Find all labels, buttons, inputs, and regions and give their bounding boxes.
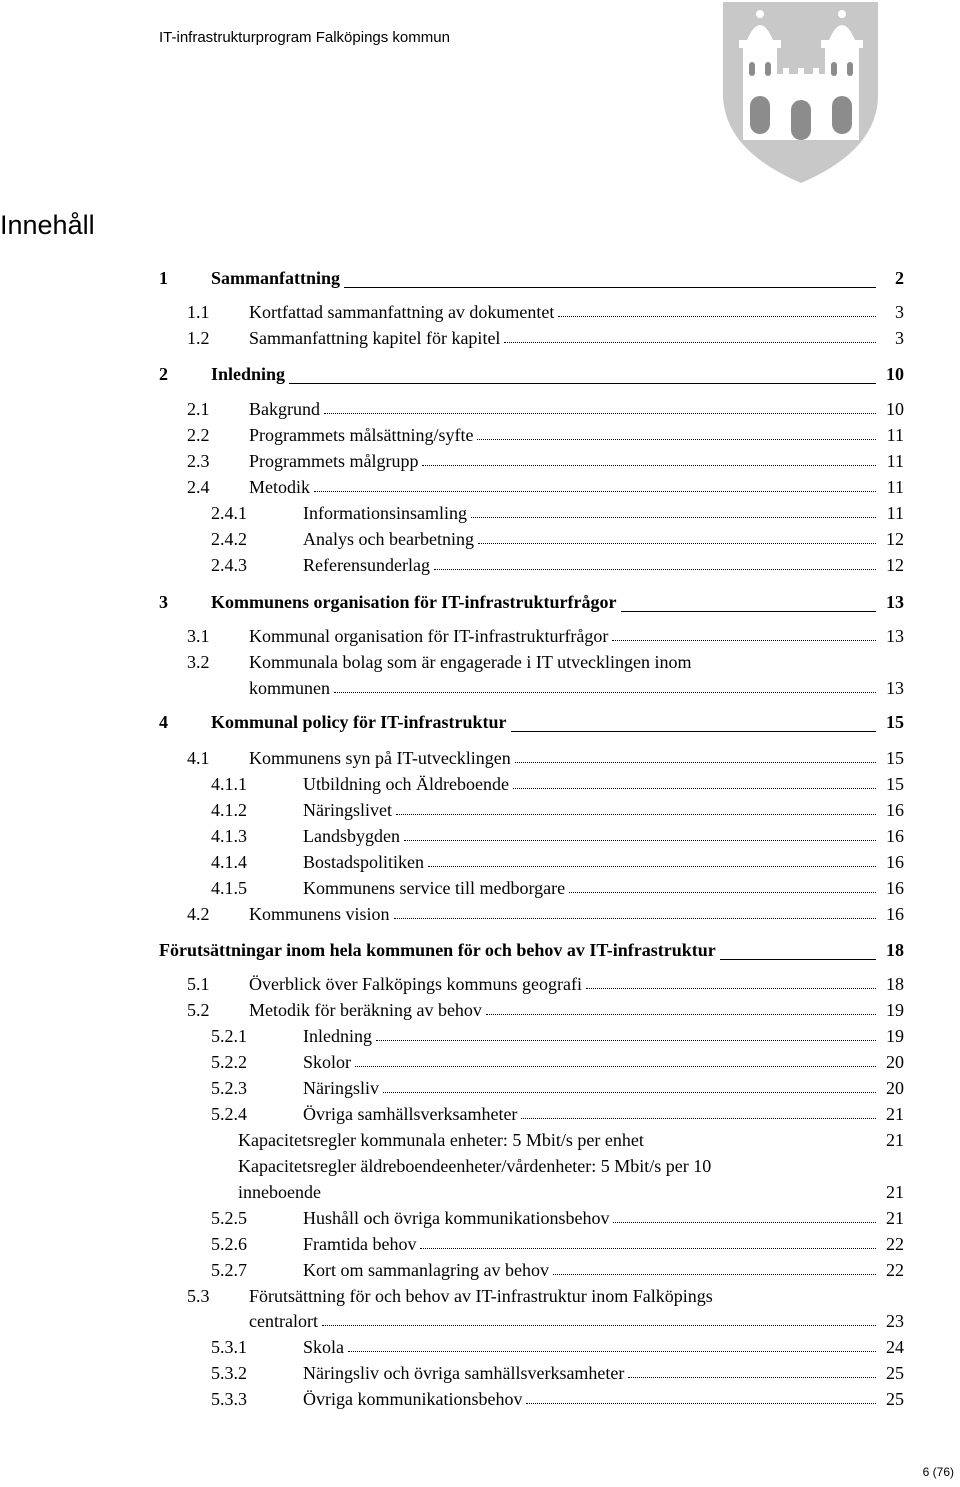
toc-entry-page: 13 <box>886 592 904 612</box>
toc-entry-number: 5.2.6 <box>211 1234 247 1254</box>
toc-entry-number: 4.1.4 <box>211 852 247 872</box>
toc-entry-number: 1.1 <box>187 302 210 322</box>
toc-entry-title: Kortfattad sammanfattning av dokumentet <box>249 302 555 322</box>
toc-rule <box>720 959 876 960</box>
toc-entry[interactable] <box>0 746 960 770</box>
toc-entry[interactable] <box>0 1154 960 1178</box>
toc-leader-dots <box>515 762 876 763</box>
toc-entry[interactable] <box>0 1309 960 1333</box>
toc-entry[interactable] <box>0 1361 960 1385</box>
toc-entry[interactable] <box>0 362 960 386</box>
toc-entry-page: 3 <box>895 302 904 322</box>
toc-entry-page: 18 <box>886 974 904 994</box>
toc-entry[interactable] <box>0 1284 960 1308</box>
toc-entry-page: 15 <box>886 774 904 794</box>
toc-entry-page: 13 <box>886 626 904 646</box>
toc-entry[interactable] <box>0 972 960 996</box>
toc-leader-dots <box>376 1040 876 1041</box>
toc-entry[interactable] <box>0 624 960 648</box>
toc-entry-number: 4.1.1 <box>211 774 247 794</box>
toc-entry-title: Förutsättning för och behov av IT-infrastruktur inom Falköpings <box>249 1286 713 1306</box>
toc-rule <box>289 383 876 384</box>
toc-entry-page: 24 <box>886 1337 904 1357</box>
toc-entry-page: 21 <box>886 1104 904 1124</box>
toc-entry[interactable] <box>0 300 960 324</box>
toc-entry-page: 15 <box>886 712 904 732</box>
toc-entry-title: Kommunal organisation för IT-infrastrukturfrågor <box>249 626 609 646</box>
toc-entry[interactable] <box>0 850 960 874</box>
toc-leader-dots <box>314 491 876 492</box>
toc-entry-title: Landsbygden <box>303 826 400 846</box>
toc-entry-page: 16 <box>886 904 904 924</box>
toc-entry-number: 2.4 <box>187 477 210 497</box>
toc-leader-dots <box>553 1274 876 1275</box>
toc-entry-number: 5.2.3 <box>211 1078 247 1098</box>
toc-entry-number: 2.4.1 <box>211 503 247 523</box>
toc-entry-number: 5.2.5 <box>211 1208 247 1228</box>
toc-entry[interactable] <box>0 475 960 499</box>
toc-entry-page: 18 <box>886 940 904 960</box>
toc-entry-title: Näringslivet <box>303 800 392 820</box>
toc-leader-dots <box>513 788 876 789</box>
toc-entry-number: 2.1 <box>187 399 210 419</box>
toc-leader-dots <box>558 316 876 317</box>
toc-entry-title: Övriga kommunikationsbehov <box>303 1389 523 1409</box>
toc-entry-page: 16 <box>886 878 904 898</box>
toc-entry[interactable] <box>0 876 960 900</box>
toc-entry[interactable] <box>0 998 960 1022</box>
toc-entry-number: 5.2.4 <box>211 1104 247 1124</box>
toc-leader-dots <box>586 988 876 989</box>
toc-entry-title: Skola <box>303 1337 345 1357</box>
toc-leader-dots <box>396 814 876 815</box>
toc-entry-page: 19 <box>886 1026 904 1046</box>
toc-entry-number: 5.2.7 <box>211 1260 247 1280</box>
toc-entry[interactable] <box>0 1232 960 1256</box>
toc-entry-title: centralort <box>249 1311 318 1331</box>
toc-leader-dots <box>334 692 876 693</box>
toc-entry[interactable] <box>0 650 960 674</box>
toc-leader-dots <box>322 1325 876 1326</box>
toc-entry-number: 4.1 <box>187 748 210 768</box>
toc-entry-page: 21 <box>886 1208 904 1228</box>
toc-entry-page: 2 <box>895 268 904 288</box>
toc-entry-title: inneboende <box>238 1182 321 1202</box>
toc-entry-page: 16 <box>886 800 904 820</box>
toc-entry-page: 20 <box>886 1078 904 1098</box>
toc-entry-title: Överblick över Falköpings kommuns geografi <box>249 974 582 994</box>
toc-entry-page: 15 <box>886 748 904 768</box>
toc-entry-title: Analys och bearbetning <box>303 529 474 549</box>
toc-entry-title: Kapacitetsregler kommunala enheter: 5 Mbit/s per enhet <box>238 1130 644 1150</box>
toc-leader-dots <box>477 439 876 440</box>
toc-leader-dots <box>612 640 876 641</box>
toc-entry-number: 3.2 <box>187 652 210 672</box>
toc-entry-page: 3 <box>895 328 904 348</box>
toc-leader-dots <box>428 866 876 867</box>
toc-leader-dots <box>348 1351 876 1352</box>
toc-entry-number: 5.2.2 <box>211 1052 247 1072</box>
toc-entry-page: 10 <box>886 399 904 419</box>
toc-entry-title: Övriga samhällsverksamheter <box>303 1104 518 1124</box>
toc-entry[interactable] <box>0 501 960 525</box>
toc-entry-title: kommunen <box>249 678 330 698</box>
toc-entry-page: 16 <box>886 826 904 846</box>
toc-entry-number: 2.3 <box>187 451 210 471</box>
toc-entry-page: 23 <box>886 1311 904 1331</box>
toc-entry[interactable] <box>0 326 960 350</box>
toc-leader-dots <box>383 1092 876 1093</box>
toc-entry-page: 19 <box>886 1000 904 1020</box>
toc-entry-number: 4.2 <box>187 904 210 924</box>
toc-entry-page: 10 <box>886 364 904 384</box>
toc-entry-number: 5.3.3 <box>211 1389 247 1409</box>
toc-entry-number: 4.1.3 <box>211 826 247 846</box>
toc-entry[interactable] <box>0 527 960 551</box>
toc-entry-page: 16 <box>886 852 904 872</box>
toc-entry-number: 2 <box>159 364 168 384</box>
toc-entry-title: Informationsinsamling <box>303 503 467 523</box>
toc-rule <box>511 731 876 732</box>
toc-entry-page: 12 <box>886 529 904 549</box>
toc-entry-page: 21 <box>886 1130 904 1150</box>
toc-entry-page: 25 <box>886 1389 904 1409</box>
toc-entry-title: Referensunderlag <box>303 555 430 575</box>
toc-entry[interactable] <box>0 1258 960 1282</box>
toc-entry-number: 3 <box>159 592 168 612</box>
toc-entry[interactable] <box>0 590 960 614</box>
toc-entry-number: 3.1 <box>187 626 210 646</box>
toc-leader-dots <box>434 569 876 570</box>
toc-entry-title: Kommunens organisation för IT-infrastrukturfrågor <box>211 592 617 612</box>
toc-entry-title: Kommunal policy för IT-infrastruktur <box>211 712 507 732</box>
toc-leader-dots <box>355 1066 876 1067</box>
toc-entry-title: Framtida behov <box>303 1234 417 1254</box>
toc-entry-number: 1 <box>159 268 168 288</box>
toc-leader-dots <box>486 1014 876 1015</box>
toc-entry-title: Sammanfattning <box>211 268 341 288</box>
toc-entry[interactable] <box>0 553 960 577</box>
running-header: IT-infrastrukturprogram Falköpings kommun <box>159 29 450 46</box>
toc-entry-page: 11 <box>886 477 904 497</box>
toc-entry[interactable] <box>0 423 960 447</box>
toc-entry[interactable] <box>0 449 960 473</box>
toc-entry[interactable] <box>0 902 960 926</box>
toc-entry-title: Kommunens syn på IT-utvecklingen <box>249 748 511 768</box>
toc-entry-number: 4.1.5 <box>211 878 247 898</box>
toc-leader-dots <box>478 543 876 544</box>
toc-entry-page: 11 <box>886 425 904 445</box>
toc-entry-number: 4 <box>159 712 168 732</box>
toc-entry[interactable] <box>0 1102 960 1126</box>
toc-entry-number: 5.3 <box>187 1286 210 1306</box>
toc-entry-title: Hushåll och övriga kommunikationsbehov <box>303 1208 610 1228</box>
toc-entry[interactable] <box>0 798 960 822</box>
toc-entry-title: Kort om sammanlagring av behov <box>303 1260 549 1280</box>
toc-entry-page: 11 <box>886 451 904 471</box>
toc-entry-number: 2.4.3 <box>211 555 247 575</box>
toc-entry[interactable] <box>0 1128 960 1152</box>
toc-entry-title: Kommunala bolag som är engagerade i IT utvecklingen inom <box>249 652 692 672</box>
toc-leader-dots <box>613 1222 876 1223</box>
toc-entry-title: Inledning <box>211 364 286 384</box>
toc-entry-title: Metodik för beräkning av behov <box>249 1000 482 1020</box>
toc-leader-dots <box>628 1377 876 1378</box>
toc-entry[interactable] <box>0 772 960 796</box>
toc-leader-dots <box>422 465 876 466</box>
toc-entry[interactable] <box>0 1180 960 1204</box>
page-number: 6 (76) <box>922 1465 954 1479</box>
toc-entry[interactable] <box>0 266 960 290</box>
toc-entry-number: 5.1 <box>187 974 210 994</box>
toc-entry-number: 5.2.1 <box>211 1026 247 1046</box>
toc-entry-number: 4.1.2 <box>211 800 247 820</box>
toc-leader-dots <box>324 413 876 414</box>
toc-entry-page: 12 <box>886 555 904 575</box>
toc-entry-page: 11 <box>886 503 904 523</box>
toc-entry-page: 22 <box>886 1260 904 1280</box>
toc-entry-title: Metodik <box>249 477 310 497</box>
toc-entry-title: Bostadspolitiken <box>303 852 424 872</box>
toc-leader-dots <box>471 517 876 518</box>
toc-entry-page: 21 <box>886 1182 904 1202</box>
toc-entry[interactable] <box>0 710 960 734</box>
toc-entry-number: 2.4.2 <box>211 529 247 549</box>
toc-entry-number: 1.2 <box>187 328 210 348</box>
toc-rule <box>621 611 876 612</box>
toc-entry-page: 25 <box>886 1363 904 1383</box>
toc-entry-title: Kapacitetsregler äldreboendeenheter/vårdenheter: 5 Mbit/s per 10 <box>238 1156 712 1176</box>
toc-entry-title: Förutsättningar inom hela kommunen för och behov av IT-infrastruktur <box>159 940 716 960</box>
toc-entry[interactable] <box>0 676 960 700</box>
toc-entry[interactable] <box>0 1076 960 1100</box>
toc-entry-title: Kommunens vision <box>249 904 390 924</box>
toc-entry-number: 5.3.1 <box>211 1337 247 1357</box>
toc-entry-title: Inledning <box>303 1026 372 1046</box>
toc-entry-number: 5.3.2 <box>211 1363 247 1383</box>
toc-rule <box>344 287 876 288</box>
toc-entry-title: Utbildning och Äldreboende <box>303 774 509 794</box>
toc-entry-title: Skolor <box>303 1052 352 1072</box>
toc-entry[interactable] <box>0 824 960 848</box>
toc-entry-title: Näringsliv <box>303 1078 379 1098</box>
toc-entry-page: 22 <box>886 1234 904 1254</box>
toc-entry-title: Programmets målsättning/syfte <box>249 425 474 445</box>
toc-entry[interactable] <box>0 397 960 421</box>
toc-entry-number: 5.2 <box>187 1000 210 1020</box>
toc-entry-title: Näringsliv och övriga samhällsverksamheter <box>303 1363 625 1383</box>
toc-entry-title: Bakgrund <box>249 399 320 419</box>
toc-leader-dots <box>420 1248 876 1249</box>
toc-entry[interactable] <box>0 938 960 962</box>
toc-entry[interactable] <box>0 1387 960 1411</box>
toc-entry-page: 13 <box>886 678 904 698</box>
toc-entry-title: Programmets målgrupp <box>249 451 419 471</box>
toc-entry[interactable] <box>0 1024 960 1048</box>
page-title: Innehåll <box>0 210 95 240</box>
toc-leader-dots <box>504 342 876 343</box>
toc-leader-dots <box>569 892 876 893</box>
toc-entry-number: 2.2 <box>187 425 210 445</box>
toc-leader-dots <box>526 1403 876 1404</box>
toc-entry[interactable] <box>0 1206 960 1230</box>
toc-leader-dots <box>404 840 876 841</box>
toc-entry[interactable] <box>0 1335 960 1359</box>
toc-entry-title: Kommunens service till medborgare <box>303 878 566 898</box>
toc-entry[interactable] <box>0 1050 960 1074</box>
toc-leader-dots <box>394 918 876 919</box>
toc-leader-dots <box>521 1118 876 1119</box>
toc-entry-page: 20 <box>886 1052 904 1072</box>
toc-entry-title: Sammanfattning kapitel för kapitel <box>249 328 501 348</box>
